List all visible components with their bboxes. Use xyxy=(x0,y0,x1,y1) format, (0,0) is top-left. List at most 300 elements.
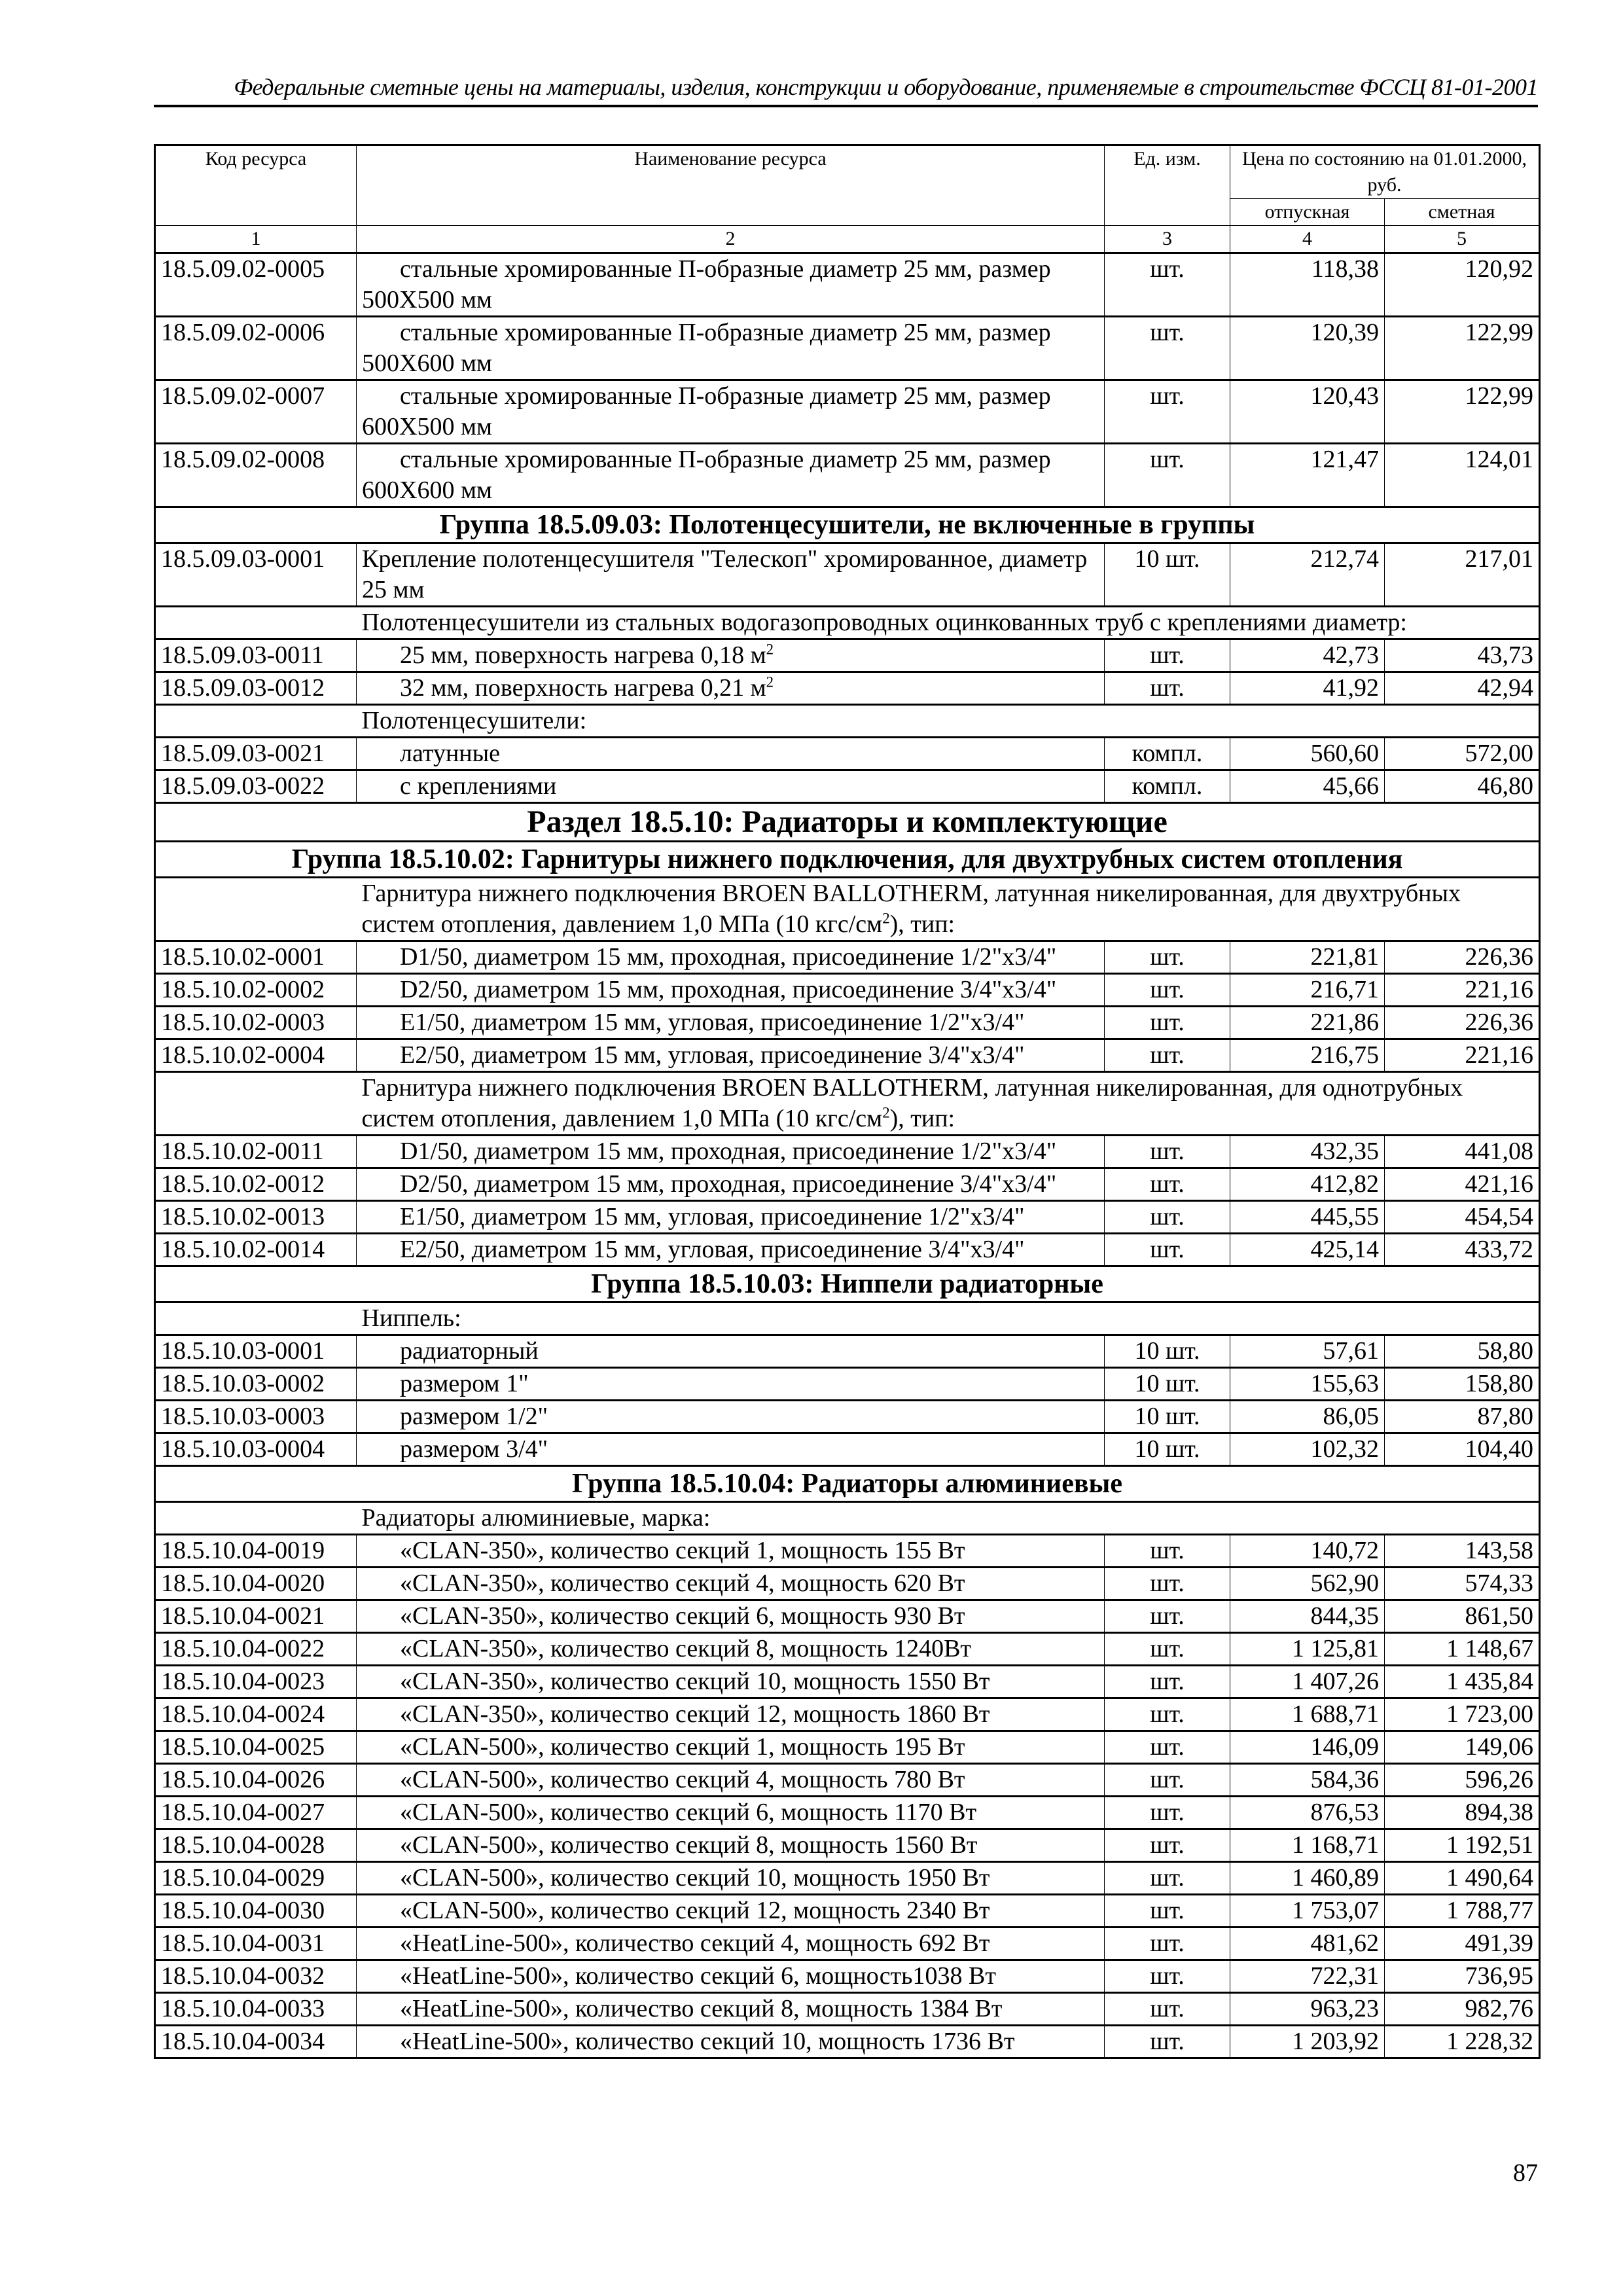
table-row xyxy=(155,1234,1540,1266)
price-estimate: 441,08 xyxy=(1385,1136,1540,1168)
unit: шт. xyxy=(1105,1993,1230,2026)
price-estimate: 861,50 xyxy=(1385,1600,1540,1633)
resource-name-text: 32 мм, поверхность нагрева 0,21 м xyxy=(400,674,766,702)
resource-name xyxy=(357,1401,1105,1433)
price-estimate: 1 148,67 xyxy=(1385,1633,1540,1666)
table-row xyxy=(155,1136,1540,1168)
column-number: 4 xyxy=(1230,226,1385,253)
resource-name xyxy=(357,1698,1105,1731)
price-estimate: 572,00 xyxy=(1385,738,1540,770)
subheading-text xyxy=(357,607,1540,639)
resource-name-text: стальные хромированные П-образные диаметр 25 мм, размер 600Х600 мм xyxy=(362,446,1051,504)
resource-name-text: «CLAN-350», количество секций 8, мощность 1240Вт xyxy=(400,1635,972,1662)
resource-name xyxy=(357,2026,1105,2058)
resource-name xyxy=(357,1895,1105,1928)
resource-name xyxy=(357,1731,1105,1764)
unit: 10 шт. xyxy=(1105,1401,1230,1433)
group-title: Группа 18.5.10.02: Гарнитуры нижнего подключения, для двухтрубных систем отопления xyxy=(155,842,1540,878)
resource-name xyxy=(357,1829,1105,1862)
subheading-row xyxy=(155,1072,1540,1136)
resource-name xyxy=(357,1168,1105,1201)
table-row xyxy=(155,1600,1540,1633)
price-release: 412,82 xyxy=(1230,1168,1385,1201)
superscript: 2 xyxy=(766,673,774,691)
resource-code: 18.5.10.04-0031 xyxy=(155,1928,357,1960)
subheading-row xyxy=(155,1302,1540,1335)
column-number: 1 xyxy=(155,226,357,253)
price-release: 1 688,71 xyxy=(1230,1698,1385,1731)
price-estimate: 158,80 xyxy=(1385,1368,1540,1401)
header-price-release: отпускная xyxy=(1230,199,1385,226)
table-row xyxy=(155,1368,1540,1401)
resource-name-text: стальные хромированные П-образные диаметр 25 мм, размер 500Х600 мм xyxy=(362,319,1051,377)
resource-name-text: «CLAN-350», количество секций 10, мощность 1550 Вт xyxy=(400,1668,990,1695)
price-release: 1 753,07 xyxy=(1230,1895,1385,1928)
price-release: 1 168,71 xyxy=(1230,1829,1385,1862)
resource-name-text: «HeatLine-500», количество секций 8, мощность 1384 Вт xyxy=(400,1995,1003,2022)
resource-name-text: «CLAN-500», количество секций 12, мощность 2340 Вт xyxy=(400,1897,990,1924)
unit: шт. xyxy=(1105,1201,1230,1234)
group-heading-row xyxy=(155,1266,1540,1302)
resource-name-text: E1/50, диаметром 15 мм, угловая, присоединение 1/2"x3/4" xyxy=(400,1203,1025,1230)
resource-name-text: «CLAN-500», количество секций 1, мощность 195 Вт xyxy=(400,1733,965,1761)
resource-code: 18.5.10.02-0011 xyxy=(155,1136,357,1168)
unit: шт. xyxy=(1105,253,1230,317)
table-row xyxy=(155,1401,1540,1433)
table-row xyxy=(155,380,1540,444)
resource-name-text: радиаторный xyxy=(400,1337,539,1365)
price-release: 102,32 xyxy=(1230,1433,1385,1466)
resource-name-text: «CLAN-500», количество секций 8, мощность 1560 Вт xyxy=(400,1831,978,1859)
superscript: 2 xyxy=(882,910,890,927)
price-estimate: 1 788,77 xyxy=(1385,1895,1540,1928)
price-estimate: 124,01 xyxy=(1385,444,1540,507)
resource-name-text: Крепление полотенцесушителя "Телескоп" хромированное, диаметр 25 мм xyxy=(362,545,1088,603)
unit: шт. xyxy=(1105,1764,1230,1797)
running-head: Федеральные сметные цены на материалы, изделия, конструкции и оборудование, применяемые в строительстве ФССЦ 81-01-2001 xyxy=(234,74,1538,100)
resource-name-text: с креплениями xyxy=(400,772,557,800)
resource-code: 18.5.10.04-0030 xyxy=(155,1895,357,1928)
price-estimate: 1 192,51 xyxy=(1385,1829,1540,1862)
table-body xyxy=(155,253,1540,2058)
price-table xyxy=(154,144,1541,2059)
table-row xyxy=(155,543,1540,607)
resource-name-text: «CLAN-500», количество секций 10, мощность 1950 Вт xyxy=(400,1864,990,1892)
empty-cell xyxy=(155,607,357,639)
resource-name xyxy=(357,941,1105,974)
unit: шт. xyxy=(1105,1731,1230,1764)
header-rule xyxy=(154,105,1538,107)
price-estimate: 226,36 xyxy=(1385,1007,1540,1039)
resource-code: 18.5.10.04-0022 xyxy=(155,1633,357,1666)
price-release: 425,14 xyxy=(1230,1234,1385,1266)
price-estimate: 221,16 xyxy=(1385,974,1540,1007)
unit: шт. xyxy=(1105,672,1230,705)
resource-name-text: «HeatLine-500», количество секций 4, мощность 692 Вт xyxy=(400,1929,990,1957)
unit: шт. xyxy=(1105,1960,1230,1993)
table-row xyxy=(155,738,1540,770)
subheading-text xyxy=(357,705,1540,738)
table-row xyxy=(155,1568,1540,1600)
resource-code: 18.5.09.02-0006 xyxy=(155,317,357,380)
unit: шт. xyxy=(1105,1862,1230,1895)
page-number: 87 xyxy=(1513,2159,1538,2187)
price-estimate: 217,01 xyxy=(1385,543,1540,607)
resource-name-text: «CLAN-350», количество секций 6, мощность 930 Вт xyxy=(400,1602,965,1630)
price-release: 57,61 xyxy=(1230,1335,1385,1368)
resource-name-text: размером 1/2" xyxy=(400,1403,548,1430)
resource-name xyxy=(357,1201,1105,1234)
resource-code: 18.5.10.04-0021 xyxy=(155,1600,357,1633)
resource-name xyxy=(357,974,1105,1007)
unit: шт. xyxy=(1105,1633,1230,1666)
resource-name-text: E2/50, диаметром 15 мм, угловая, присоединение 3/4"x3/4" xyxy=(400,1041,1025,1069)
subheading-row xyxy=(155,705,1540,738)
resource-code: 18.5.10.04-0029 xyxy=(155,1862,357,1895)
price-estimate: 122,99 xyxy=(1385,317,1540,380)
resource-name-text: стальные хромированные П-образные диаметр 25 мм, размер 500Х500 мм xyxy=(362,255,1051,314)
unit: 10 шт. xyxy=(1105,1335,1230,1368)
resource-code: 18.5.10.02-0003 xyxy=(155,1007,357,1039)
resource-code: 18.5.10.03-0004 xyxy=(155,1433,357,1466)
group-heading-row xyxy=(155,507,1540,543)
price-estimate: 736,95 xyxy=(1385,1960,1540,1993)
unit: шт. xyxy=(1105,444,1230,507)
price-estimate: 421,16 xyxy=(1385,1168,1540,1201)
column-number: 2 xyxy=(357,226,1105,253)
resource-name-text: латунные xyxy=(400,740,501,767)
table-row xyxy=(155,1764,1540,1797)
resource-name xyxy=(357,1535,1105,1568)
subheading-text xyxy=(357,878,1540,941)
section-heading-row xyxy=(155,803,1540,842)
resource-name xyxy=(357,1666,1105,1698)
resource-name xyxy=(357,1993,1105,2026)
price-estimate: 42,94 xyxy=(1385,672,1540,705)
table-row xyxy=(155,672,1540,705)
resource-code: 18.5.10.03-0001 xyxy=(155,1335,357,1368)
subheading-row xyxy=(155,878,1540,941)
resource-code: 18.5.09.02-0007 xyxy=(155,380,357,444)
column-number: 5 xyxy=(1385,226,1540,253)
price-estimate: 1 490,64 xyxy=(1385,1862,1540,1895)
resource-code: 18.5.10.02-0014 xyxy=(155,1234,357,1266)
resource-name-text: размером 1" xyxy=(400,1370,529,1397)
table-row xyxy=(155,974,1540,1007)
subheading-name: Ниппель: xyxy=(361,1304,461,1332)
superscript: 2 xyxy=(766,641,774,658)
resource-name xyxy=(357,1600,1105,1633)
resource-code: 18.5.10.04-0028 xyxy=(155,1829,357,1862)
resource-name xyxy=(357,1928,1105,1960)
empty-cell xyxy=(155,1302,357,1335)
resource-name xyxy=(357,1234,1105,1266)
unit: шт. xyxy=(1105,1568,1230,1600)
unit: шт. xyxy=(1105,380,1230,444)
resource-name-text: E1/50, диаметром 15 мм, угловая, присоединение 1/2"x3/4" xyxy=(400,1009,1025,1036)
resource-name-text: «CLAN-350», количество секций 12, мощность 1860 Вт xyxy=(400,1700,990,1728)
table-row xyxy=(155,317,1540,380)
resource-code: 18.5.10.04-0020 xyxy=(155,1568,357,1600)
table-row xyxy=(155,2026,1540,2058)
price-release: 963,23 xyxy=(1230,1993,1385,2026)
unit: шт. xyxy=(1105,1234,1230,1266)
resource-name-text: стальные хромированные П-образные диаметр 25 мм, размер 600Х500 мм xyxy=(362,382,1051,440)
price-release: 445,55 xyxy=(1230,1201,1385,1234)
subheading-row xyxy=(155,1502,1540,1535)
price-release: 155,63 xyxy=(1230,1368,1385,1401)
resource-code: 18.5.10.04-0024 xyxy=(155,1698,357,1731)
subheading-text xyxy=(357,1072,1540,1136)
resource-name xyxy=(357,543,1105,607)
resource-name-text: D2/50, диаметром 15 мм, проходная, присоединение 3/4"x3/4" xyxy=(400,1170,1057,1198)
subheading-name: Радиаторы алюминиевые, марка: xyxy=(361,1504,711,1532)
price-estimate: 122,99 xyxy=(1385,380,1540,444)
resource-code: 18.5.10.03-0003 xyxy=(155,1401,357,1433)
table-row xyxy=(155,444,1540,507)
resource-code: 18.5.09.03-0012 xyxy=(155,672,357,705)
unit: 10 шт. xyxy=(1105,543,1230,607)
price-release: 216,75 xyxy=(1230,1039,1385,1072)
table-row xyxy=(155,1335,1540,1368)
resource-name xyxy=(357,738,1105,770)
table-row xyxy=(155,941,1540,974)
price-release: 120,39 xyxy=(1230,317,1385,380)
empty-cell xyxy=(155,705,357,738)
unit: шт. xyxy=(1105,1928,1230,1960)
price-release: 42,73 xyxy=(1230,639,1385,672)
header-unit: Ед. изм. xyxy=(1105,145,1230,226)
table-row xyxy=(155,1666,1540,1698)
table-row xyxy=(155,1862,1540,1895)
price-release: 212,74 xyxy=(1230,543,1385,607)
resource-name xyxy=(357,1797,1105,1829)
group-title: Группа 18.5.09.03: Полотенцесушители, не включенные в группы xyxy=(155,507,1540,543)
subheading-name: Гарнитура нижнего подключения BROEN BALLOTHERM, латунная никелированная, для однотрубных систем отопления, давлением 1,0 МПа (10 кгс/см xyxy=(361,1074,1463,1132)
resource-name-text: D1/50, диаметром 15 мм, проходная, присоединение 1/2"x3/4" xyxy=(400,1138,1057,1165)
price-estimate: 87,80 xyxy=(1385,1401,1540,1433)
resource-code: 18.5.10.02-0013 xyxy=(155,1201,357,1234)
table-row xyxy=(155,1928,1540,1960)
empty-cell xyxy=(155,1502,357,1535)
resource-name xyxy=(357,1764,1105,1797)
column-number: 3 xyxy=(1105,226,1230,253)
price-estimate: 1 435,84 xyxy=(1385,1666,1540,1698)
price-estimate: 596,26 xyxy=(1385,1764,1540,1797)
price-release: 432,35 xyxy=(1230,1136,1385,1168)
resource-code: 18.5.10.02-0012 xyxy=(155,1168,357,1201)
price-release: 584,36 xyxy=(1230,1764,1385,1797)
resource-name-text: «HeatLine-500», количество секций 6, мощность1038 Вт xyxy=(400,1962,996,1990)
resource-name xyxy=(357,380,1105,444)
price-estimate: 982,76 xyxy=(1385,1993,1540,2026)
resource-name xyxy=(357,1039,1105,1072)
resource-code: 18.5.10.04-0019 xyxy=(155,1535,357,1568)
resource-code: 18.5.10.02-0002 xyxy=(155,974,357,1007)
unit: шт. xyxy=(1105,1600,1230,1633)
price-estimate: 491,39 xyxy=(1385,1928,1540,1960)
resource-name xyxy=(357,1368,1105,1401)
resource-name-text: «CLAN-350», количество секций 1, мощность 155 Вт xyxy=(400,1537,965,1564)
table-row xyxy=(155,770,1540,803)
header-price-estimate: сметная xyxy=(1385,199,1540,226)
resource-name-text: «CLAN-500», количество секций 6, мощность 1170 Вт xyxy=(400,1799,977,1826)
group-title: Группа 18.5.10.03: Ниппели радиаторные xyxy=(155,1266,1540,1302)
resource-code: 18.5.10.04-0026 xyxy=(155,1764,357,1797)
unit: шт. xyxy=(1105,2026,1230,2058)
empty-cell xyxy=(155,1072,357,1136)
resource-name-text: 25 мм, поверхность нагрева 0,18 м xyxy=(400,641,766,669)
table-row xyxy=(155,639,1540,672)
group-heading-row xyxy=(155,1466,1540,1502)
price-estimate: 43,73 xyxy=(1385,639,1540,672)
price-estimate: 433,72 xyxy=(1385,1234,1540,1266)
price-estimate: 1 723,00 xyxy=(1385,1698,1540,1731)
superscript: 2 xyxy=(882,1104,890,1121)
price-release: 722,31 xyxy=(1230,1960,1385,1993)
unit: шт. xyxy=(1105,941,1230,974)
table-row xyxy=(155,1731,1540,1764)
subheading-name: Гарнитура нижнего подключения BROEN BALLOTHERM, латунная никелированная, для двухтрубных систем отопления, давлением 1,0 МПа (10 кгс/см xyxy=(361,880,1461,938)
price-release: 140,72 xyxy=(1230,1535,1385,1568)
subheading-row xyxy=(155,607,1540,639)
price-estimate: 149,06 xyxy=(1385,1731,1540,1764)
unit: компл. xyxy=(1105,770,1230,803)
price-release: 1 125,81 xyxy=(1230,1633,1385,1666)
price-release: 1 203,92 xyxy=(1230,2026,1385,2058)
resource-name xyxy=(357,1862,1105,1895)
table-row xyxy=(155,1007,1540,1039)
unit: шт. xyxy=(1105,1168,1230,1201)
resource-name xyxy=(357,770,1105,803)
price-release: 146,09 xyxy=(1230,1731,1385,1764)
resource-code: 18.5.09.03-0001 xyxy=(155,543,357,607)
unit: компл. xyxy=(1105,738,1230,770)
price-estimate: 574,33 xyxy=(1385,1568,1540,1600)
resource-code: 18.5.09.03-0011 xyxy=(155,639,357,672)
unit: шт. xyxy=(1105,1136,1230,1168)
section-title: Раздел 18.5.10: Радиаторы и комплектующие xyxy=(155,803,1540,842)
subheading-name: Полотенцесушители из стальных водогазопроводных оцинкованных труб с креплениями диаметр: xyxy=(361,609,1407,636)
resource-code: 18.5.10.04-0032 xyxy=(155,1960,357,1993)
resource-name xyxy=(357,1433,1105,1466)
resource-name xyxy=(357,444,1105,507)
resource-name-text: размером 3/4" xyxy=(400,1435,548,1463)
unit: шт. xyxy=(1105,1535,1230,1568)
table-row xyxy=(155,1960,1540,1993)
unit: шт. xyxy=(1105,639,1230,672)
header-price-group: Цена по состоянию на 01.01.2000, руб. xyxy=(1230,145,1540,199)
resource-name-text: «HeatLine-500», количество секций 10, мощность 1736 Вт xyxy=(400,2028,1015,2055)
resource-name-text: D2/50, диаметром 15 мм, проходная, присоединение 3/4"x3/4" xyxy=(400,976,1057,1003)
group-title: Группа 18.5.10.04: Радиаторы алюминиевые xyxy=(155,1466,1540,1502)
price-estimate: 454,54 xyxy=(1385,1201,1540,1234)
price-release: 876,53 xyxy=(1230,1797,1385,1829)
price-estimate: 58,80 xyxy=(1385,1335,1540,1368)
resource-code: 18.5.10.02-0001 xyxy=(155,941,357,974)
unit: шт. xyxy=(1105,1797,1230,1829)
table-row xyxy=(155,1829,1540,1862)
unit: шт. xyxy=(1105,974,1230,1007)
header-code: Код ресурса xyxy=(155,145,357,226)
unit: шт. xyxy=(1105,1895,1230,1928)
unit: шт. xyxy=(1105,317,1230,380)
resource-name xyxy=(357,1335,1105,1368)
resource-name-text: «CLAN-500», количество секций 4, мощность 780 Вт xyxy=(400,1766,965,1793)
resource-name xyxy=(357,1136,1105,1168)
price-release: 41,92 xyxy=(1230,672,1385,705)
header-name: Наименование ресурса xyxy=(357,145,1105,226)
resource-code: 18.5.09.02-0005 xyxy=(155,253,357,317)
unit: 10 шт. xyxy=(1105,1368,1230,1401)
price-release: 118,38 xyxy=(1230,253,1385,317)
empty-cell xyxy=(155,878,357,941)
resource-code: 18.5.10.04-0034 xyxy=(155,2026,357,2058)
table-row xyxy=(155,1797,1540,1829)
table-row xyxy=(155,1201,1540,1234)
resource-name xyxy=(357,253,1105,317)
price-estimate: 143,58 xyxy=(1385,1535,1540,1568)
subheading-text xyxy=(357,1502,1540,1535)
resource-code: 18.5.09.03-0021 xyxy=(155,738,357,770)
resource-code: 18.5.09.02-0008 xyxy=(155,444,357,507)
table-row xyxy=(155,1433,1540,1466)
price-release: 1 407,26 xyxy=(1230,1666,1385,1698)
table-row xyxy=(155,1168,1540,1201)
subheading-tail: ), тип: xyxy=(889,1105,955,1132)
unit: шт. xyxy=(1105,1039,1230,1072)
resource-name-text: E2/50, диаметром 15 мм, угловая, присоединение 3/4"x3/4" xyxy=(400,1236,1025,1263)
unit: шт. xyxy=(1105,1698,1230,1731)
resource-name xyxy=(357,1007,1105,1039)
resource-code: 18.5.10.04-0027 xyxy=(155,1797,357,1829)
subheading-tail: ), тип: xyxy=(889,910,955,938)
table-row xyxy=(155,1633,1540,1666)
resource-code: 18.5.09.03-0022 xyxy=(155,770,357,803)
table-row xyxy=(155,253,1540,317)
resource-name-text: «CLAN-350», количество секций 4, мощность 620 Вт xyxy=(400,1570,965,1597)
price-release: 481,62 xyxy=(1230,1928,1385,1960)
price-release: 844,35 xyxy=(1230,1600,1385,1633)
group-heading-row xyxy=(155,842,1540,878)
price-release: 1 460,89 xyxy=(1230,1862,1385,1895)
resource-name xyxy=(357,1633,1105,1666)
unit: шт. xyxy=(1105,1666,1230,1698)
price-release: 562,90 xyxy=(1230,1568,1385,1600)
price-release: 120,43 xyxy=(1230,380,1385,444)
resource-code: 18.5.10.03-0002 xyxy=(155,1368,357,1401)
resource-code: 18.5.10.04-0033 xyxy=(155,1993,357,2026)
price-estimate: 104,40 xyxy=(1385,1433,1540,1466)
price-release: 86,05 xyxy=(1230,1401,1385,1433)
subheading-text xyxy=(357,1302,1540,1335)
price-release: 216,71 xyxy=(1230,974,1385,1007)
price-release: 221,86 xyxy=(1230,1007,1385,1039)
unit: шт. xyxy=(1105,1829,1230,1862)
price-estimate: 221,16 xyxy=(1385,1039,1540,1072)
price-release: 560,60 xyxy=(1230,738,1385,770)
resource-name xyxy=(357,1568,1105,1600)
price-estimate: 46,80 xyxy=(1385,770,1540,803)
price-estimate: 226,36 xyxy=(1385,941,1540,974)
resource-name xyxy=(357,317,1105,380)
resource-code: 18.5.10.04-0025 xyxy=(155,1731,357,1764)
subheading-name: Полотенцесушители: xyxy=(361,707,587,734)
resource-code: 18.5.10.02-0004 xyxy=(155,1039,357,1072)
price-estimate: 894,38 xyxy=(1385,1797,1540,1829)
table-row xyxy=(155,1895,1540,1928)
unit: шт. xyxy=(1105,1007,1230,1039)
